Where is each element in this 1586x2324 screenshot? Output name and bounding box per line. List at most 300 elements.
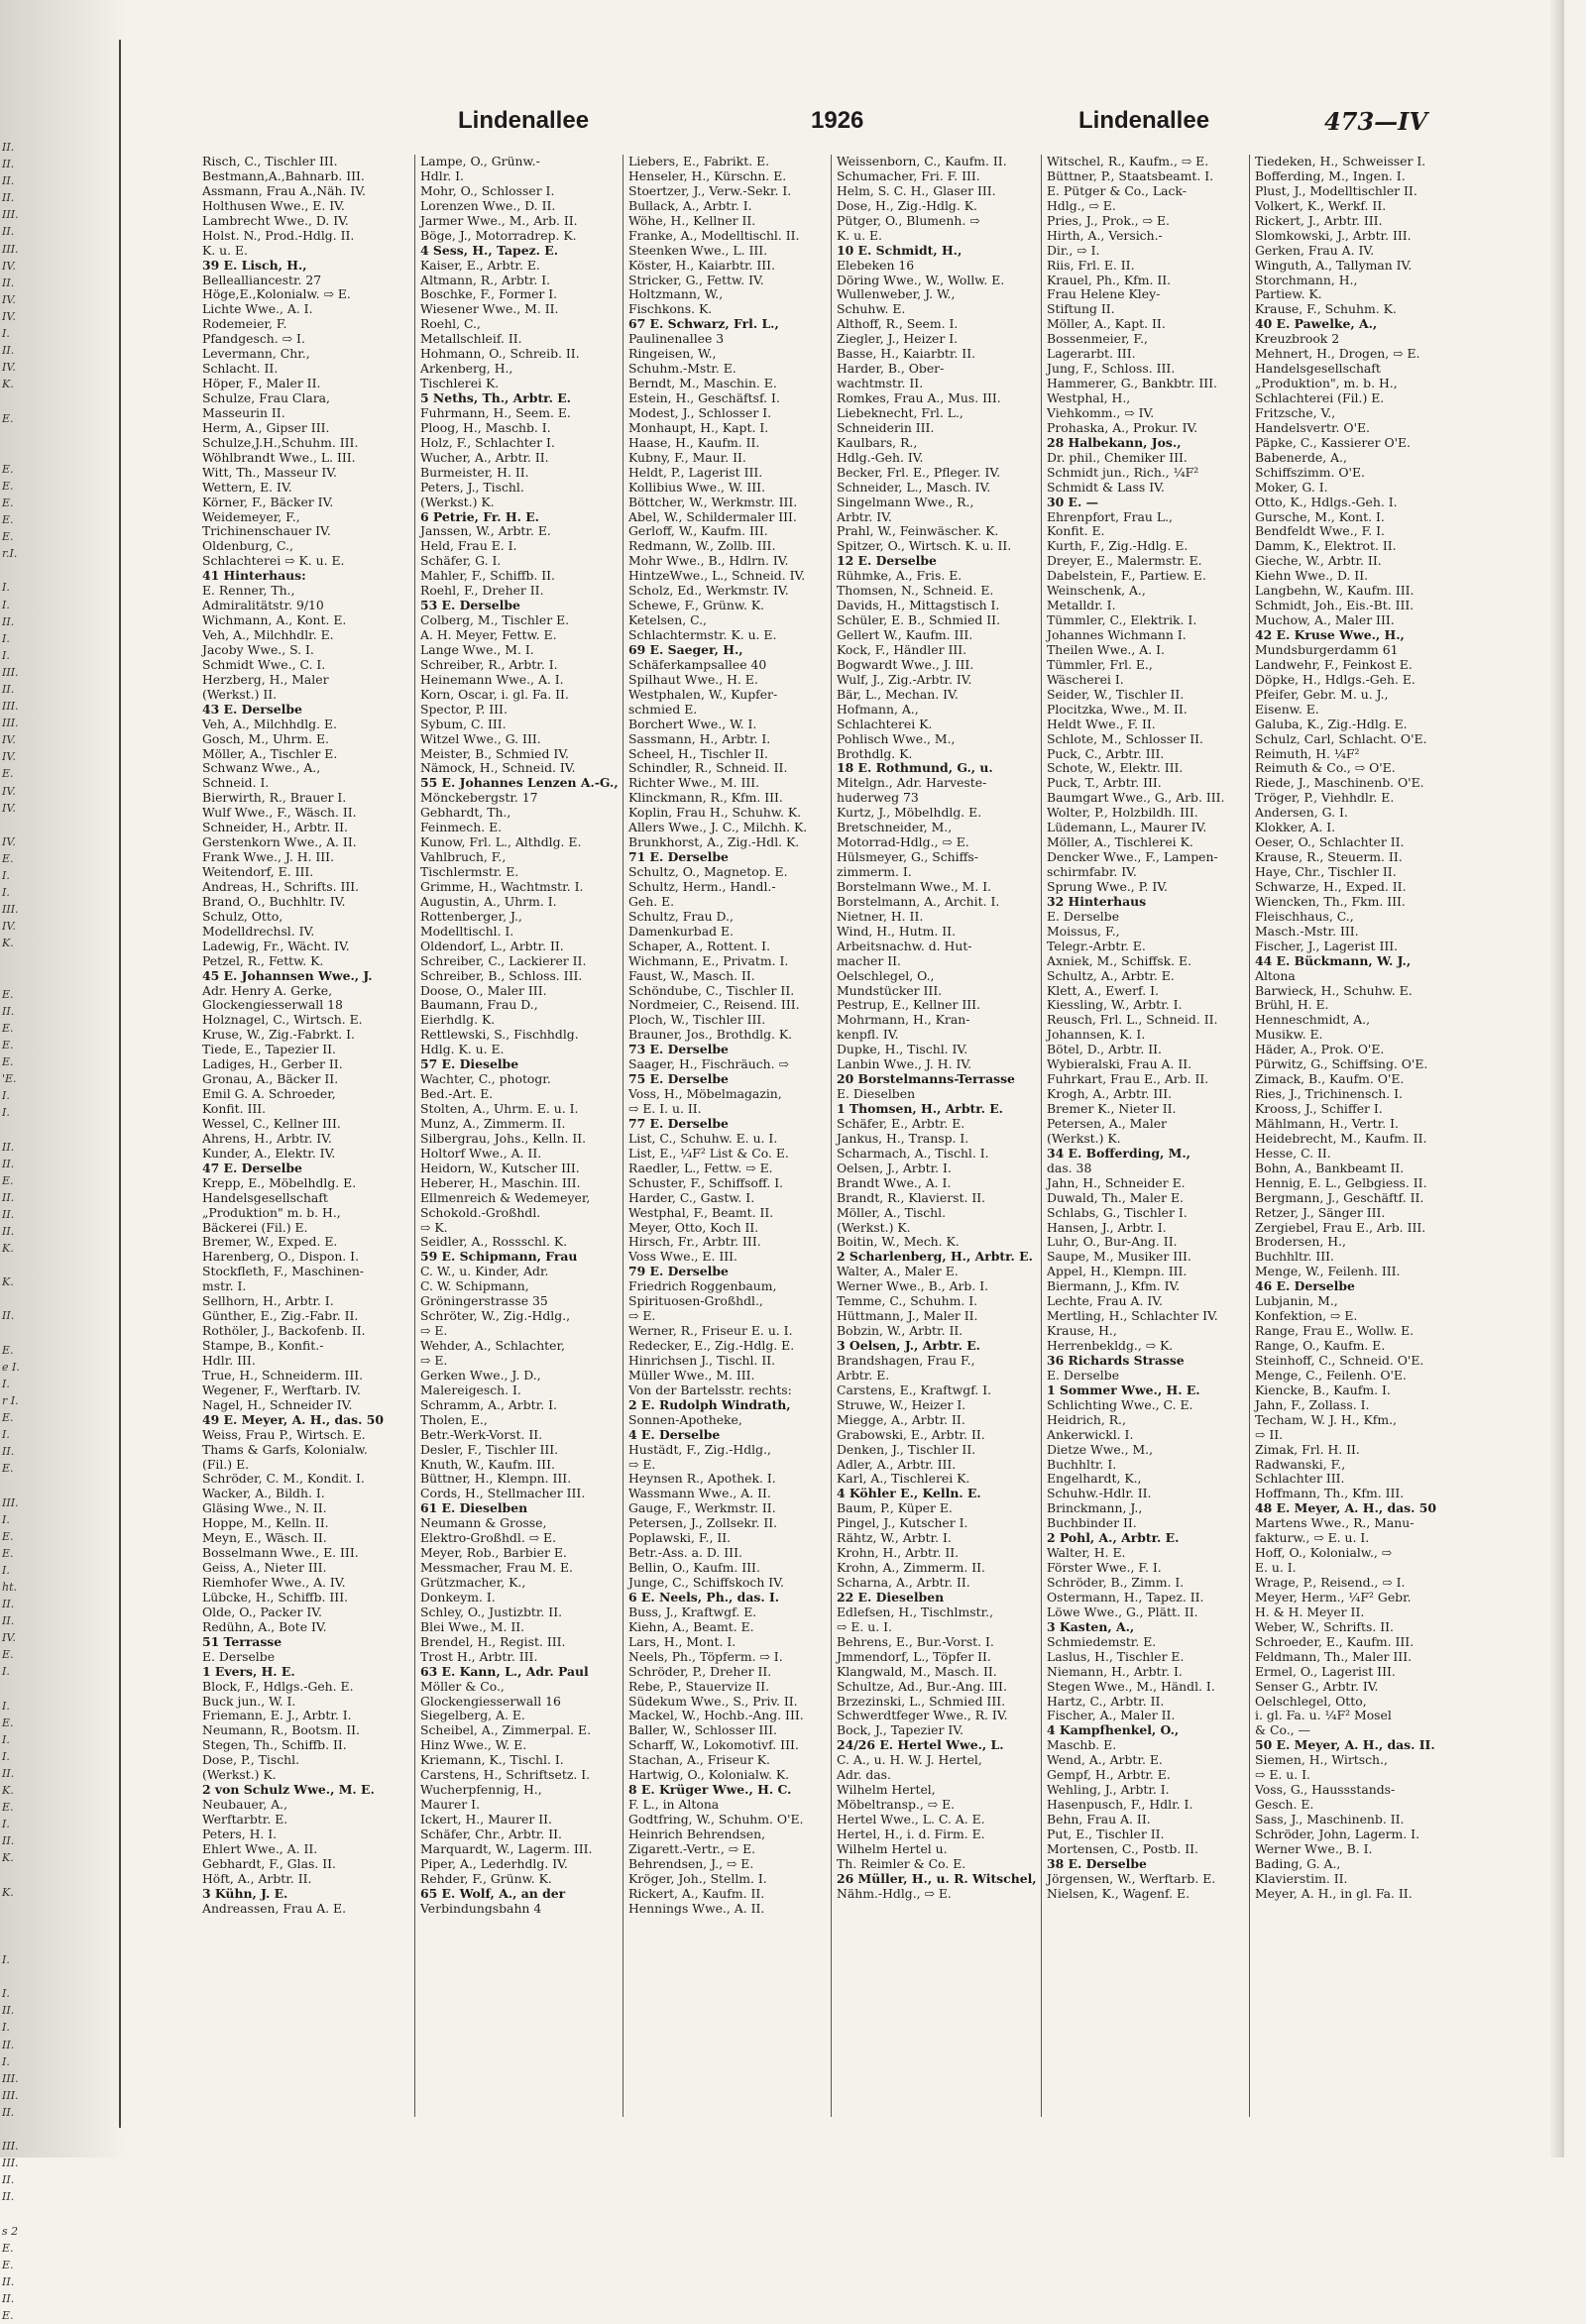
directory-entry: Schlachter III. (1255, 1471, 1345, 1487)
margin-mark: K. (2, 1242, 14, 1256)
scan-shadow (0, 0, 127, 2158)
directory-entry: Mitelgn., Adr. Harveste- (837, 775, 987, 791)
page-number: 473—IV (1324, 107, 1427, 136)
directory-entry: Herzberg, H., Maler (202, 671, 329, 687)
directory-entry: 38 E. Derselbe (1047, 1855, 1147, 1871)
directory-columns (202, 155, 1540, 2117)
directory-entry: Hartwig, O., Kolonialw. K. (628, 1767, 790, 1783)
directory-entry: Assmann, Frau A.,Näh. IV. (202, 182, 366, 198)
margin-mark: IV. (2, 259, 16, 273)
margin-mark: II. (2, 158, 15, 171)
directory-entry: Monhaupt, H., Kapt. I. (628, 419, 769, 435)
directory-entry: Bed.-Art. E. (420, 1086, 494, 1102)
directory-entry: Maurer I. (420, 1797, 481, 1813)
directory-entry: Wullenweber, J. W., (837, 286, 956, 302)
directory-entry: Hdlg., ⇨ E. (1047, 197, 1116, 213)
directory-entry: Westphalen, W., Kupfer- (628, 686, 778, 702)
directory-entry: Poplawski, F., II. (628, 1530, 732, 1546)
directory-entry: Schmidt & Lass IV. (1047, 479, 1165, 495)
directory-entry: Paulinenallee 3 (628, 331, 725, 347)
directory-entry: Sonnen-Apotheke, (628, 1411, 742, 1427)
directory-entry: Feldmann, Th., Maler III. (1255, 1648, 1413, 1664)
margin-mark: E. (2, 1173, 14, 1187)
directory-entry: Abel, W., Schildermaler III. (628, 508, 797, 524)
directory-entry: Boschke, F., Former I. (420, 286, 558, 302)
directory-entry: Gerken Wwe., J. D., (420, 1367, 541, 1383)
directory-entry: Rickert, J., Arbtr. III. (1255, 212, 1383, 228)
directory-entry: Hennig, E. L., Gelbgiess. II. (1255, 1174, 1427, 1190)
directory-entry: Zergiebel, Frau E., Arb. III. (1255, 1219, 1426, 1235)
directory-entry: wachtmstr. II. (837, 376, 924, 391)
directory-entry: Schindler, R., Schneid. II. (628, 760, 788, 776)
directory-entry: Luhr, O., Bur-Ang. II. (1047, 1234, 1178, 1250)
directory-entry: Hesse, C. II. (1255, 1145, 1331, 1161)
directory-entry: Schwanz Wwe., A., (202, 760, 321, 776)
directory-entry: Meister, B., Schmied IV. (420, 745, 569, 761)
directory-entry: Reusch, Frl. L., Schneid. II. (1047, 1012, 1218, 1028)
directory-entry: huderweg 73 (837, 790, 919, 806)
directory-entry: Knuth, W., Kaufm. III. (420, 1456, 555, 1472)
directory-entry: Silbergrau, Johs., Kelln. II. (420, 1130, 587, 1146)
directory-entry: Berndt, M., Maschin. E. (628, 376, 777, 391)
column-rule (1249, 155, 1250, 2117)
directory-entry: Wehling, J., Arbtr. I. (1047, 1782, 1170, 1798)
directory-entry: Holtzmann, W., (628, 286, 724, 302)
directory-entry: Lüdemann, L., Maurer IV. (1047, 820, 1207, 835)
directory-entry: Kurtz, J., Möbelhdlg. E. (837, 805, 982, 821)
directory-entry: Altmann, R., Arbtr. I. (420, 272, 551, 287)
directory-entry: 49 E. Meyer, A. H., das. 50 (202, 1411, 384, 1427)
directory-entry: Mertling, H., Schlachter IV. (1047, 1308, 1218, 1324)
directory-entry: Oelschlegel, O., (837, 967, 935, 983)
margin-mark: II. (2, 2038, 15, 2051)
directory-entry: Buck jun., W. I. (202, 1693, 296, 1709)
directory-entry: Dupke, H., Tischl. IV. (837, 1042, 968, 1057)
directory-entry: C. W., u. Kinder, Adr. (420, 1264, 549, 1279)
margin-mark: E. (2, 1715, 14, 1729)
directory-entry: ⇨ E. (420, 1352, 448, 1368)
directory-entry: Redecker, E., Zig.-Hdlg. E. (628, 1338, 795, 1353)
margin-mark: E. (2, 1021, 14, 1035)
directory-entry: Holst. N., Prod.-Hdlg. II. (202, 227, 355, 243)
margin-mark (2, 392, 18, 409)
directory-entry: Block, F., Hdlgs.-Geh. E. (202, 1678, 354, 1694)
margin-mark: IV. (2, 920, 16, 934)
directory-entry: Wilhelm Hertel, (837, 1782, 936, 1798)
margin-mark: K. (2, 937, 14, 950)
directory-entry: Wöhlbrandt Wwe., L. III. (202, 449, 356, 465)
directory-entry: Nagel, H., Schneider IV. (202, 1396, 353, 1412)
directory-entry: Krohn, H., Arbtr. II. (837, 1545, 960, 1561)
directory-entry: Motorrad-Hdlg., ⇨ E. (837, 834, 969, 850)
directory-entry: Buchhltr. I. (1047, 1456, 1117, 1472)
directory-entry: Puck, T., Arbtr. III. (1047, 775, 1162, 791)
directory-entry: Möller & Co., (420, 1678, 505, 1694)
directory-entry: Klett, A., Ewerf. I. (1047, 982, 1159, 998)
directory-entry: Köster, H., Kaiarbtr. III. (628, 257, 776, 273)
directory-entry: Bellealliancestr. 27 (202, 272, 322, 287)
directory-entry: Voss Wwe., E. III. (628, 1249, 737, 1265)
directory-entry: Fleischhaus, C., (1255, 908, 1354, 924)
directory-entry: Lechte, Frau A. IV. (1047, 1293, 1163, 1309)
margin-mark: II. (2, 1004, 15, 1018)
directory-entry: Bellin, O., Kaufm. III. (628, 1560, 760, 1576)
directory-entry: Wachter, C., photogr. (420, 1071, 551, 1087)
directory-entry: Brendel, H., Regist. III. (420, 1633, 566, 1649)
directory-entry: schmied E. (628, 701, 698, 717)
directory-entry: Rodemeier, F. (202, 316, 287, 332)
margin-mark: III. (2, 208, 19, 222)
directory-entry: Lars, H., Mont. I. (628, 1633, 736, 1649)
margin-mark: II. (2, 683, 15, 696)
directory-entry: Wichmann, A., Kont. E. (202, 612, 347, 628)
directory-entry: Viehkomm., ⇨ IV. (1047, 404, 1155, 420)
margin-mark: E. (2, 411, 14, 425)
directory-entry: Schneider, L., Masch. IV. (837, 479, 991, 495)
directory-entry: Helm, S. C. H., Glaser III. (837, 182, 996, 198)
directory-entry: 63 E. Kann, L., Adr. Paul (420, 1663, 589, 1679)
directory-entry: Techam, W. J. H., Kfm., (1255, 1411, 1397, 1427)
directory-entry: i. gl. Fa. u. ¼F² Mosel (1255, 1708, 1392, 1723)
directory-entry: 30 E. — (1047, 494, 1099, 509)
margin-mark: II. (2, 1614, 15, 1628)
directory-entry: Wulf, J., Zig.-Arbtr. IV. (837, 671, 972, 687)
directory-entry: Fuhrkart, Frau E., Arb. II. (1047, 1071, 1209, 1087)
directory-entry: Sass, J., Maschinenb. II. (1255, 1812, 1405, 1826)
directory-entry: Zimak, Frl. H. II. (1255, 1441, 1360, 1457)
margin-mark: E. (2, 1055, 14, 1069)
directory-entry: Glockengiesserwall 18 (202, 997, 343, 1013)
directory-entry: Ketelsen, C., (628, 612, 707, 628)
margin-mark (2, 1257, 18, 1273)
directory-entry: 55 E. Johannes Lenzen A.-G., (420, 775, 619, 791)
directory-entry: Scheibel, A., Zimmerpal. E. (420, 1722, 592, 1738)
directory-entry: Pingel, J., Kutscher I. (837, 1515, 968, 1531)
margin-mark: II. (2, 225, 15, 239)
directory-entry: Eierhdlg. K. (420, 1012, 496, 1028)
directory-entry: Werner Wwe., B. I. (1255, 1840, 1373, 1856)
margin-mark (2, 1681, 18, 1698)
margin-mark (2, 1477, 18, 1494)
directory-entry: Schley, O., Justizbtr. II. (420, 1604, 563, 1619)
directory-entry: Geh. E. (628, 893, 675, 909)
directory-entry: Bretschneider, M., (837, 820, 953, 835)
directory-entry: Buss, J., Kraftwgf. E. (628, 1604, 757, 1619)
directory-col-2 (420, 155, 630, 2117)
directory-entry: 44 E. Bückmann, W. J., (1255, 952, 1412, 968)
directory-entry: Oldendorf, L., Arbtr. II. (420, 938, 564, 953)
directory-entry: Scharmach, A., Tischl. I. (837, 1145, 989, 1161)
directory-entry: Lagerarbt. III. (1047, 346, 1136, 362)
directory-entry: Schmidt jun., Rich., ¼F² (1047, 464, 1199, 480)
directory-entry: ⇨ II. (1255, 1426, 1284, 1442)
directory-entry: Hdlg. K. u. E. (420, 1042, 505, 1057)
directory-entry: Brodersen, H., (1255, 1234, 1346, 1250)
directory-entry: Mohr, O., Schlosser I. (420, 182, 555, 198)
directory-entry: Steinhoff, C., Schneid. O'E. (1255, 1352, 1424, 1368)
directory-entry: Ankerwickl. I. (1047, 1426, 1134, 1442)
directory-entry: 40 E. Pawelke, A., (1255, 316, 1378, 332)
directory-entry: Witschel, R., Kaufm., ⇨ E. (1047, 154, 1209, 168)
margin-mark: I. (2, 1428, 10, 1442)
directory-entry: (Werkst.) II. (202, 686, 278, 702)
directory-entry: Westphal, F., Beamt. II. (628, 1204, 774, 1220)
directory-entry: Eisenw. E. (1255, 701, 1319, 717)
margin-mark: I. (2, 1953, 10, 1967)
directory-entry: Schwerdtfeger Wwe., R. IV. (837, 1708, 1008, 1723)
margin-mark: II. (2, 2173, 15, 2187)
directory-entry: Koplin, Frau H., Schuhw. K. (628, 805, 802, 821)
directory-entry: Wucherpfennig, H., (420, 1782, 542, 1798)
directory-entry: Geiss, A., Nieter III. (202, 1560, 327, 1576)
margin-mark: III. (2, 665, 19, 679)
directory-entry: Konfit. E. (1047, 523, 1105, 539)
directory-entry: Körner, F., Bäcker IV. (202, 494, 334, 509)
directory-col-6 (1255, 155, 1465, 2117)
directory-entry: Riis, Frl. E. II. (1047, 257, 1135, 273)
directory-entry: Babenerde, A., (1255, 449, 1347, 465)
directory-entry: ⇨ K. (420, 1219, 448, 1235)
directory-entry: Haye, Chr., Tischler II. (1255, 864, 1397, 879)
directory-entry: Estein, H., Geschäftsf. I. (628, 390, 780, 405)
directory-entry: Faust, W., Masch. II. (628, 967, 755, 983)
directory-entry: Ermel, O., Lagerist III. (1255, 1663, 1396, 1679)
directory-entry: Stoertzer, J., Verw.-Sekr. I. (628, 182, 792, 198)
directory-entry: Lampe, O., Grünw.- (420, 154, 540, 168)
margin-mark: III. (2, 2140, 19, 2154)
directory-entry: Weiss, Frau P., Wirtsch. E. (202, 1426, 366, 1442)
directory-entry: Schulz, Carl, Schlacht. O'E. (1255, 730, 1427, 746)
margin-mark: E. (2, 2258, 14, 2271)
directory-entry: Redühn, A., Bote IV. (202, 1618, 327, 1634)
directory-entry: Dir., ⇨ I. (1047, 242, 1100, 258)
directory-entry: Holthusen Wwe., E. IV. (202, 197, 345, 213)
directory-entry: Munz, A., Zimmerm. II. (420, 1115, 566, 1131)
directory-entry: Hüttmann, J., Maler II. (837, 1308, 978, 1324)
directory-entry: Schote, W., Elektr. III. (1047, 760, 1184, 776)
margin-mark: I. (2, 1665, 10, 1679)
directory-entry: Masch.-Mstr. III. (1255, 923, 1359, 939)
directory-entry: Förster Wwe., F. I. (1047, 1560, 1162, 1576)
directory-entry: Otto, K., Hdlgs.-Geh. I. (1255, 494, 1398, 509)
directory-entry: Möller, A., Tischlerei K. (1047, 834, 1193, 850)
directory-entry: Senser G., Arbtr. IV. (1255, 1678, 1379, 1694)
directory-entry: Bullack, A., Arbtr. I. (628, 197, 752, 213)
directory-entry: Betr.-Ass. a. D. III. (628, 1545, 742, 1561)
directory-entry: Tischlerei K. (420, 376, 500, 391)
margin-mark: III. (2, 1495, 19, 1509)
margin-mark: E. (2, 2309, 14, 2322)
directory-entry: Schröter, W., Zig.-Hdlg., (420, 1308, 571, 1324)
directory-entry: 20 Borstelmanns-Terrasse (837, 1071, 1015, 1087)
directory-entry: Arbtr. E. (837, 1367, 890, 1383)
margin-mark (2, 444, 18, 461)
directory-entry: Hustädt, F., Zig.-Hdlg., (628, 1441, 771, 1457)
directory-entry: Heynsen R., Apothek. I. (628, 1471, 776, 1487)
directory-entry: Jahn, H., Schneider E. (1047, 1174, 1186, 1190)
directory-entry: Lanbin Wwe., J. H. IV. (837, 1056, 972, 1072)
directory-entry: Riede, J., Maschinenb. O'E. (1255, 775, 1424, 791)
directory-entry: Junge, C., Schiffskoch IV. (628, 1575, 784, 1590)
directory-entry: schirmfabr. IV. (1047, 864, 1137, 879)
directory-entry: Miegge, A., Arbtr. II. (837, 1411, 965, 1427)
directory-entry: E. Dieselben (837, 1086, 916, 1102)
directory-entry: Singelmann Wwe., R., (837, 494, 974, 509)
directory-entry: Nietner, H. II. (837, 908, 924, 924)
directory-entry: kenpfl. IV. (837, 1027, 899, 1043)
directory-entry: Kaiser, E., Arbtr. E. (420, 257, 540, 273)
directory-entry: Bierwirth, R., Brauer I. (202, 790, 347, 806)
margin-mark: I. (2, 869, 10, 883)
directory-entry: Kiessling, W., Arbtr. I. (1047, 997, 1183, 1013)
directory-entry: Mohrmann, H., Kran- (837, 1012, 970, 1028)
directory-entry: Schneiderin III. (837, 419, 935, 435)
directory-entry: Wind, H., Hutm. II. (837, 923, 957, 939)
directory-entry: Baumann, Frau D., (420, 997, 538, 1013)
margin-mark (2, 1968, 18, 1985)
directory-entry: Partiew. K. (1255, 286, 1322, 302)
directory-entry: Redmann, W., Zollb. III. (628, 538, 776, 554)
margin-mark: II. (2, 2004, 15, 2018)
directory-entry: Plust, J., Modelltischler II. (1255, 182, 1417, 198)
margin-mark: II. (2, 1207, 15, 1221)
directory-entry: Andersen, G. I. (1255, 805, 1348, 821)
directory-entry: Nämock, H., Schneid. IV. (420, 760, 576, 776)
directory-entry: Betr.-Werk-Vorst. II. (420, 1426, 543, 1442)
directory-entry: Plocitzka, Wwe., M. II. (1047, 701, 1188, 717)
directory-entry: 6 Petrie, Fr. H. E. (420, 508, 539, 524)
directory-entry: 22 E. Dieselben (837, 1589, 945, 1605)
directory-entry: 34 E. Bofferding, M., (1047, 1145, 1190, 1161)
directory-entry: ⇨ E. (628, 1308, 656, 1324)
directory-entry: Schneider, H., Arbtr. II. (202, 820, 348, 835)
directory-entry: Jung, F., Schloss. III. (1047, 361, 1176, 377)
directory-entry: Kruse, W., Zig.-Fabrkt. I. (202, 1027, 355, 1043)
directory-entry: 45 E. Johannsen Wwe., J. (202, 967, 373, 983)
directory-entry: Schöndube, C., Tischler II. (628, 982, 795, 998)
directory-entry: Hülsmeyer, G., Schiffs- (837, 849, 978, 865)
directory-entry: Schmiedemstr. E. (1047, 1633, 1157, 1649)
directory-entry: Landwehr, F., Feinkost E. (1255, 656, 1413, 672)
directory-entry: Harder, B., Ober- (837, 361, 945, 377)
directory-entry: Niemann, H., Arbtr. I. (1047, 1663, 1183, 1679)
directory-entry: Hinrichsen J., Tischl. II. (628, 1352, 776, 1368)
directory-entry: 61 E. Dieselben (420, 1500, 528, 1516)
directory-entry: Brauner, Jos., Brothdlg. K. (628, 1027, 793, 1043)
directory-entry: Tholen, E., (420, 1411, 488, 1427)
directory-entry: Lorenzen Wwe., D. II. (420, 197, 556, 213)
directory-entry: Tischlermstr. E. (420, 864, 519, 879)
directory-entry: Moker, G. I. (1255, 479, 1328, 495)
directory-entry: 4 Köhler E., Kelln. E. (837, 1486, 981, 1501)
directory-entry: Wäscherei I. (1047, 671, 1124, 687)
directory-entry: Dencker Wwe., F., Lampen- (1047, 849, 1218, 865)
directory-entry: Petzel, R., Fettw. K. (202, 952, 324, 968)
directory-entry: Kriemann, K., Tischl. I. (420, 1752, 564, 1768)
directory-entry: Mortensen, C., Postb. II. (1047, 1840, 1198, 1856)
directory-entry: Tümmler, Frl. E., (1047, 656, 1153, 672)
directory-entry: Feinmech. E. (420, 820, 503, 835)
margin-mark: III. (2, 242, 19, 256)
margin-mark: E. (2, 1801, 14, 1815)
directory-entry: Hoff, O., Kolonialw., ⇨ (1255, 1545, 1393, 1561)
directory-entry: Blei Wwe., M. II. (420, 1618, 525, 1634)
directory-entry: Wybieralski, Frau A. II. (1047, 1056, 1192, 1072)
directory-entry: Gebhardt, Th., (420, 805, 511, 821)
directory-entry: Donkeym. I. (420, 1589, 496, 1605)
margin-mark: IV. (2, 1631, 16, 1645)
directory-entry: Brothdlg. K. (837, 745, 913, 761)
directory-entry: Bäckerei (Fil.) E. (202, 1219, 308, 1235)
directory-entry: Westphal, H., (1047, 390, 1131, 405)
directory-entry: Baumgart Wwe., G., Arb. III. (1047, 790, 1225, 806)
directory-entry: F. L., in Altona (628, 1797, 720, 1813)
margin-mark: II. (2, 1767, 15, 1780)
directory-entry: 10 E. Schmidt, H., (837, 242, 963, 258)
running-title-left: Lindenallee (458, 107, 590, 134)
directory-entry: Rühmke, A., Fris. E. (837, 568, 963, 584)
directory-entry: 71 E. Derselbe (628, 849, 729, 865)
directory-entry: Ellmenreich & Wedemeyer, (420, 1189, 591, 1205)
directory-entry: 51 Terrasse (202, 1633, 283, 1649)
margin-mark: IV. (2, 784, 16, 798)
margin-mark: I. (2, 1749, 10, 1763)
directory-entry: Volkert, K., Werkf. II. (1255, 197, 1387, 213)
directory-entry: Temme, C., Schuhm. I. (837, 1293, 978, 1309)
margin-mark: II. (2, 2190, 15, 2204)
directory-entry: Bötel, D., Arbtr. II. (1047, 1042, 1162, 1057)
directory-entry: Gesch. E. (1255, 1797, 1314, 1813)
directory-entry: Trichinenschauer IV. (202, 523, 331, 539)
margin-mark: E. (2, 851, 14, 865)
directory-entry: 3 Oelsen, J., Arbtr. E. (837, 1338, 980, 1353)
margin-mark: I. (2, 1106, 10, 1120)
directory-entry: Denken, J., Tischler II. (837, 1441, 976, 1457)
directory-entry: Hoppe, M., Kelln. II. (202, 1515, 329, 1531)
directory-col-3 (628, 155, 839, 2117)
directory-entry: Kröger, Joh., Stellm. I. (628, 1870, 767, 1886)
margin-mark (2, 1935, 18, 1951)
directory-entry: Weidemeyer, F., (202, 508, 300, 524)
book-gutter (119, 40, 121, 2128)
directory-entry: Fischkons. K. (628, 301, 713, 317)
directory-entry: Schultze, Ad., Bur.-Ang. III. (837, 1678, 1007, 1694)
directory-entry: (Werkst.) K. (837, 1219, 911, 1235)
directory-entry: Dose, P., Tischl. (202, 1752, 300, 1768)
margin-mark: ht. (2, 1580, 18, 1594)
directory-entry: Oelschlegel, Otto, (1255, 1693, 1367, 1709)
margin-mark: II. (2, 2105, 15, 2119)
directory-entry: Höft, A., Arbtr. II. (202, 1870, 312, 1886)
directory-entry: Liebers, E., Fabrikt. E. (628, 154, 770, 168)
directory-entry: Schmidt Wwe., C. I. (202, 656, 326, 672)
directory-entry: Ploog, H., Maschb. I. (420, 419, 551, 435)
directory-entry: Brühl, H. E. (1255, 997, 1329, 1013)
directory-entry: Friemann, E. J., Arbtr. I. (202, 1708, 352, 1723)
directory-entry: 67 E. Schwarz, Frl. L., (628, 316, 779, 332)
directory-entry: Wucher, A., Arbtr. II. (420, 449, 549, 465)
directory-entry: Raedler, L., Fettw. ⇨ E. (628, 1160, 773, 1175)
directory-entry: Döring Wwe., W., Wollw. E. (837, 272, 1005, 287)
margin-mark: II. (2, 174, 15, 188)
directory-entry: Schäfer, Chr., Arbtr. II. (420, 1826, 562, 1841)
directory-entry: macher II. (837, 952, 901, 968)
directory-entry: Hasenpusch, F., Hdlr. I. (1047, 1797, 1193, 1813)
directory-entry: (Fil.) E. (202, 1456, 250, 1472)
directory-entry: Romkes, Frau A., Mus. III. (837, 390, 1001, 405)
directory-entry: Klinckmann, R., Kfm. III. (628, 790, 783, 806)
directory-entry: Fischer, A., Maler II. (1047, 1708, 1176, 1723)
